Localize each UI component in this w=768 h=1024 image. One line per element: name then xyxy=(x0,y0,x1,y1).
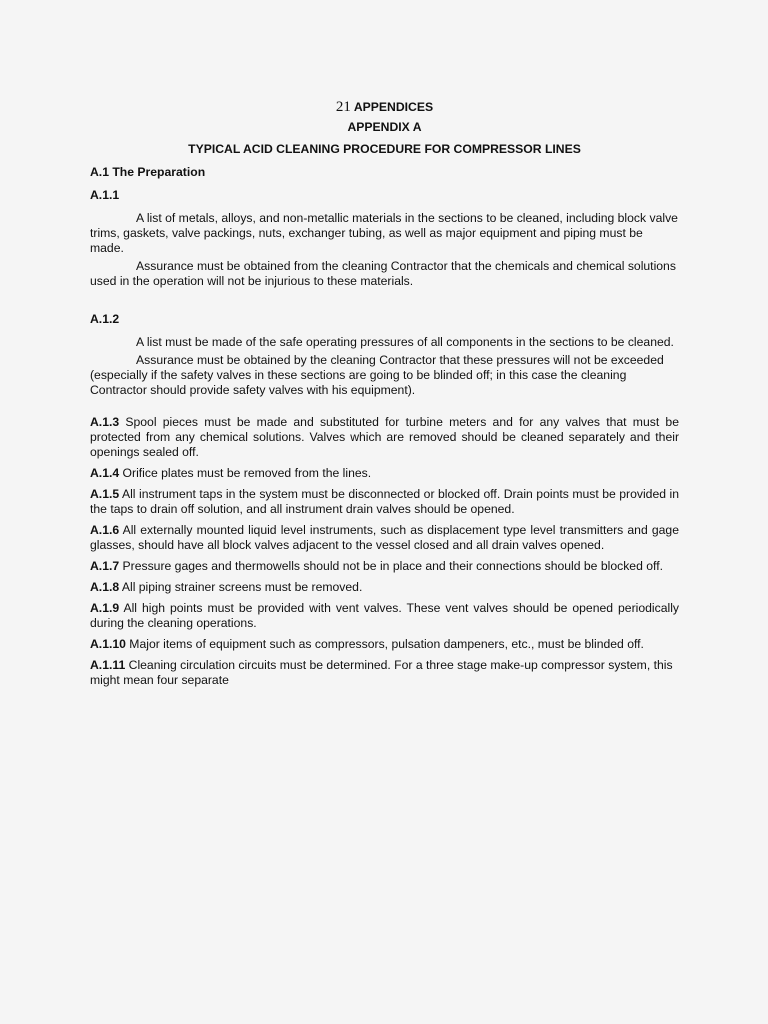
clause-id: A.1.11 xyxy=(90,658,126,672)
clause-id: A.1.6 xyxy=(90,523,120,537)
clause-id: A.1.5 xyxy=(90,487,120,501)
section-title: APPENDICES xyxy=(353,100,434,114)
paragraph-a12-1: A list must be made of the safe operating pressures of all components in the sections to be cleaned. xyxy=(136,335,674,349)
document-title: TYPICAL ACID CLEANING PROCEDURE FOR COMPRESSOR LINES xyxy=(188,142,581,156)
clause-text: Pressure gages and thermowells should not be in place and their connections should be blocked off. xyxy=(119,559,663,573)
paragraph-a11-1: A list of metals, alloys, and non-metallic materials in the sections to be cleaned, including block valve trims, gaskets, valve packings, nuts, exchanger tubing, as well as major equipment and piping must be made. xyxy=(90,211,678,255)
clause-text: Orifice plates must be removed from the lines. xyxy=(119,466,372,480)
paragraph-a11-2: Assurance must be obtained from the cleaning Contractor that the chemicals and chemical solutions used in the operation will not be injurious to these materials. xyxy=(90,259,676,288)
appendix-heading: APPENDIX A xyxy=(347,120,422,134)
clause-a111 xyxy=(90,658,679,688)
clause-a14 xyxy=(90,466,679,481)
clause-id: A.1.9 xyxy=(90,601,120,615)
clause-text: Major items of equipment such as compressors, pulsation dampeners, etc., must be blinded off. xyxy=(125,637,644,651)
clause-id: A.1.8 xyxy=(90,580,120,594)
subsection-heading: A.1 The Preparation xyxy=(90,165,206,179)
clause-id-a11: A.1.1 xyxy=(90,188,120,202)
section-number: 21 xyxy=(335,99,351,115)
clause-id-a12: A.1.2 xyxy=(90,312,120,326)
clause-a13 xyxy=(90,415,679,460)
clause-a17 xyxy=(90,559,679,574)
clause-a110 xyxy=(90,637,679,652)
clause-text: Cleaning circulation circuits must be determined. For a three stage make-up compressor system, this might mean four separate xyxy=(90,658,673,687)
clause-a18 xyxy=(90,580,679,595)
clause-a19 xyxy=(90,601,679,631)
clause-id: A.1.7 xyxy=(90,559,120,573)
clause-text: All externally mounted liquid level instruments, such as displacement type level transmitters and gage glasses, should have all block valves adjacent to the vessel closed and all drain valves opened. xyxy=(90,523,679,552)
clause-id: A.1.3 xyxy=(90,415,120,429)
page-content xyxy=(90,100,679,694)
clause-a16 xyxy=(90,523,679,553)
clause-id: A.1.4 xyxy=(90,466,120,480)
clause-id: A.1.10 xyxy=(90,637,126,651)
clause-text: All high points must be provided with vent valves. These vent valves should be opened periodically during the cleaning operations. xyxy=(90,601,679,630)
clause-a15 xyxy=(90,487,679,517)
clause-text: All piping strainer screens must be removed. xyxy=(119,580,363,594)
clause-text: Spool pieces must be made and substituted for turbine meters and for any valves that must be protected from any chemical solutions. Valves which are removed should be cleaned separately and their openings sealed off. xyxy=(90,415,679,459)
clause-text: All instrument taps in the system must be disconnected or blocked off. Drain points must be provided in the taps to drain off solution, and all instrument drain valves should be opened. xyxy=(90,487,679,516)
section-heading xyxy=(90,100,679,115)
paragraph-a12-2: Assurance must be obtained by the cleaning Contractor that these pressures will not be exceeded (especially if the safety valves in these sections are going to be blinded off; in this case the cleaning Contractor should provide safety valves with his equipment). xyxy=(90,353,664,397)
